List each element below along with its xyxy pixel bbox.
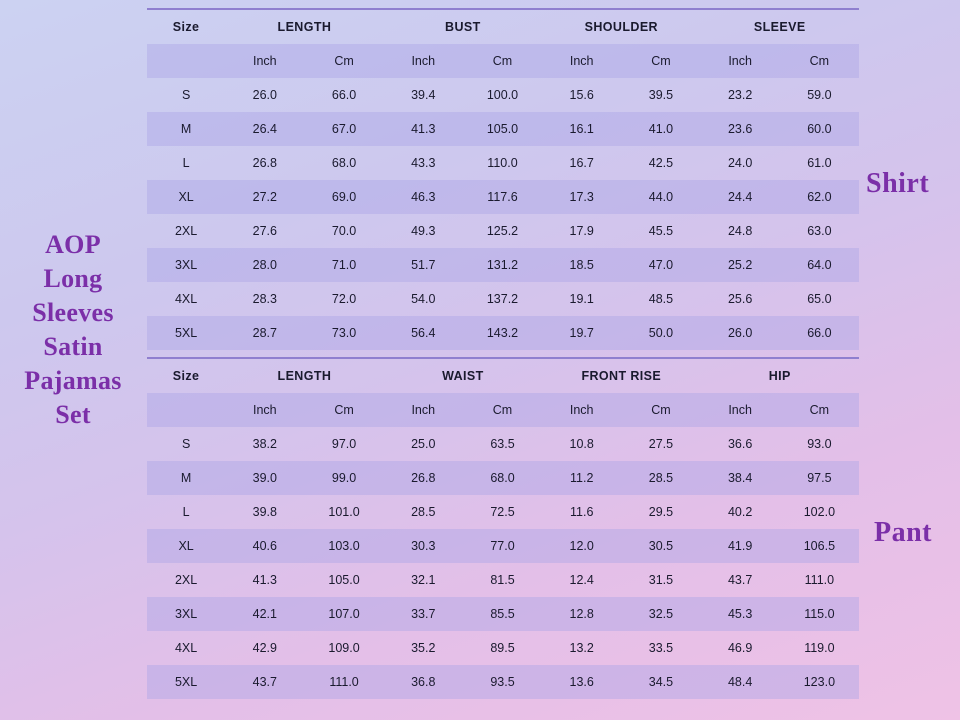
table-row (147, 563, 859, 597)
row-cell: 41.3 (252, 573, 277, 587)
row-cell: 12.4 (569, 573, 594, 587)
row-cell: 63.5 (490, 437, 515, 451)
row-cell: 13.6 (542, 665, 621, 699)
row-cell: 67.0 (304, 112, 383, 146)
row-cell: 46.9 (727, 641, 753, 655)
row-cell: 81.5 (490, 573, 515, 587)
row-size: 2XL (174, 573, 198, 587)
row-cell: 103.0 (304, 529, 383, 563)
row-cell: 26.4 (225, 112, 304, 146)
product-title-line: Pajamas (24, 366, 122, 395)
row-size: XL (147, 529, 225, 563)
row-cell: 123.0 (780, 665, 859, 699)
shirt-unit-blank (147, 44, 225, 78)
row-cell: 131.2 (463, 248, 542, 282)
row-cell: 24.0 (727, 156, 753, 170)
row-cell: 48.5 (648, 292, 674, 306)
row-size: 5XL (147, 665, 225, 699)
pant-group-front-rise: FRONT RISE (581, 369, 662, 383)
pant-unit-cell: Inch (542, 393, 621, 427)
row-cell: 23.2 (727, 88, 753, 102)
row-cell: 19.7 (542, 316, 621, 350)
shirt-unit-cell: Inch (542, 44, 621, 78)
row-size: M (147, 461, 225, 495)
table-row (147, 631, 859, 665)
row-cell: 70.0 (331, 224, 357, 238)
row-cell: 16.7 (569, 156, 594, 170)
pant-section-label: Pant (874, 517, 932, 548)
row-cell: 143.2 (463, 316, 542, 350)
row-cell: 25.6 (727, 292, 753, 306)
row-cell: 66.0 (331, 88, 357, 102)
row-size: L (182, 156, 190, 170)
shirt-unit-cell: Cm (780, 44, 859, 78)
shirt-size-header: Size (172, 20, 200, 34)
row-cell: 49.3 (411, 224, 436, 238)
pant-unit-cell: Cm (463, 393, 542, 427)
shirt-group-header-row (147, 10, 859, 44)
pant-unit-cell: Cm (780, 393, 859, 427)
row-cell: 41.9 (701, 529, 780, 563)
row-cell: 26.8 (252, 156, 277, 170)
row-cell: 27.5 (648, 437, 674, 451)
table-row (147, 78, 859, 112)
row-cell: 39.4 (411, 88, 436, 102)
row-cell: 38.4 (701, 461, 780, 495)
pant-unit-cell: Cm (621, 393, 700, 427)
row-cell: 119.0 (804, 641, 835, 655)
pant-unit-blank (147, 393, 225, 427)
shirt-group-length: LENGTH (277, 20, 332, 34)
pant-unit-cell: Cm (304, 393, 383, 427)
row-cell: 93.5 (463, 665, 542, 699)
row-cell: 111.0 (804, 573, 835, 587)
row-cell: 27.6 (252, 224, 277, 238)
row-cell: 26.8 (384, 461, 463, 495)
row-cell: 12.8 (542, 597, 621, 631)
row-cell: 32.1 (411, 573, 436, 587)
row-cell: 71.0 (304, 248, 383, 282)
shirt-group-shoulder: SHOULDER (584, 20, 658, 34)
row-cell: 62.0 (780, 180, 859, 214)
row-cell: 44.0 (621, 180, 700, 214)
pant-unit-row (147, 393, 859, 427)
shirt-unit-cell: Cm (304, 44, 383, 78)
row-cell: 137.2 (486, 292, 519, 306)
row-size: 3XL (147, 597, 225, 631)
table-row (147, 112, 859, 146)
row-cell: 125.2 (486, 224, 519, 238)
shirt-unit-cell: Inch (384, 44, 463, 78)
row-cell: 19.1 (569, 292, 594, 306)
shirt-unit-cell: Inch (225, 44, 304, 78)
row-cell: 24.4 (701, 180, 780, 214)
row-size: M (147, 112, 225, 146)
row-cell: 47.0 (621, 248, 700, 282)
shirt-group-sleeve: SLEEVE (753, 20, 806, 34)
row-cell: 68.0 (463, 461, 542, 495)
row-cell: 110.0 (487, 156, 518, 170)
row-cell: 54.0 (411, 292, 436, 306)
pant-size-table (147, 357, 859, 699)
pant-unit-cell: Inch (701, 393, 780, 427)
row-cell: 11.6 (570, 505, 594, 519)
table-row (147, 248, 859, 282)
product-title-line: Sleeves (32, 298, 114, 327)
row-cell: 59.0 (807, 88, 832, 102)
row-size: S (181, 437, 191, 451)
product-title-line: Long (43, 264, 103, 293)
product-title-line: Satin (43, 332, 103, 361)
row-size: XL (147, 180, 225, 214)
row-cell: 105.0 (328, 573, 360, 587)
row-cell: 24.8 (727, 224, 753, 238)
row-cell: 45.3 (701, 597, 780, 631)
row-size: L (182, 505, 190, 519)
row-cell: 41.0 (621, 112, 700, 146)
table-row (147, 282, 859, 316)
row-size: 5XL (147, 316, 225, 350)
row-cell: 32.5 (621, 597, 700, 631)
row-cell: 13.2 (569, 641, 594, 655)
row-cell: 39.0 (225, 461, 304, 495)
table-row (147, 146, 859, 180)
row-cell: 41.3 (384, 112, 463, 146)
row-cell: 42.1 (225, 597, 304, 631)
pant-unit-cell: Inch (225, 393, 304, 427)
row-cell: 31.5 (648, 573, 674, 587)
row-cell: 85.5 (463, 597, 542, 631)
shirt-unit-cell: Cm (621, 44, 700, 78)
shirt-unit-row (147, 44, 859, 78)
row-cell: 100.0 (486, 88, 519, 102)
row-cell: 77.0 (463, 529, 542, 563)
shirt-section-label: Shirt (866, 168, 930, 199)
row-cell: 38.2 (252, 437, 277, 451)
row-cell: 17.9 (569, 224, 594, 238)
shirt-size-table-wrapper (147, 8, 859, 350)
row-cell: 27.2 (225, 180, 304, 214)
row-cell: 65.0 (807, 292, 832, 306)
row-cell: 101.0 (328, 505, 360, 519)
row-cell: 28.7 (225, 316, 304, 350)
product-title-line: Set (55, 400, 91, 429)
row-cell: 33.7 (384, 597, 463, 631)
row-cell: 26.0 (701, 316, 780, 350)
row-cell: 28.5 (621, 461, 700, 495)
pant-size-header: Size (172, 369, 200, 383)
pant-unit-cell: Inch (384, 393, 463, 427)
row-cell: 43.7 (225, 665, 304, 699)
row-cell: 30.3 (384, 529, 463, 563)
row-cell: 11.2 (542, 461, 621, 495)
row-cell: 105.0 (463, 112, 542, 146)
row-cell: 23.6 (701, 112, 780, 146)
shirt-group-bust: BUST (445, 20, 481, 34)
row-cell: 66.0 (780, 316, 859, 350)
row-cell: 42.5 (648, 156, 674, 170)
table-row (147, 214, 859, 248)
shirt-unit-cell: Cm (463, 44, 542, 78)
table-row (147, 665, 859, 699)
table-row (147, 597, 859, 631)
row-cell: 46.3 (384, 180, 463, 214)
row-size: 4XL (174, 292, 198, 306)
table-row (147, 180, 859, 214)
row-cell: 72.5 (490, 505, 515, 519)
shirt-size-table (147, 8, 859, 350)
row-cell: 89.5 (490, 641, 515, 655)
row-cell: 69.0 (304, 180, 383, 214)
pant-group-header-row (147, 359, 859, 393)
row-cell: 36.6 (727, 437, 753, 451)
shirt-unit-cell: Inch (701, 44, 780, 78)
row-size: 4XL (174, 641, 198, 655)
row-cell: 40.2 (727, 505, 753, 519)
row-cell: 17.3 (542, 180, 621, 214)
row-cell: 43.7 (727, 573, 753, 587)
row-cell: 72.0 (331, 292, 357, 306)
row-cell: 117.6 (463, 180, 542, 214)
product-title (0, 228, 146, 432)
row-cell: 28.5 (411, 505, 436, 519)
row-cell: 30.5 (621, 529, 700, 563)
row-size: 2XL (174, 224, 198, 238)
row-cell: 25.0 (411, 437, 436, 451)
table-row (147, 529, 859, 563)
row-cell: 36.8 (384, 665, 463, 699)
row-cell: 39.8 (252, 505, 277, 519)
row-cell: 60.0 (780, 112, 859, 146)
row-size: 3XL (147, 248, 225, 282)
table-row (147, 461, 859, 495)
row-cell: 12.0 (542, 529, 621, 563)
row-cell: 68.0 (331, 156, 357, 170)
row-cell: 115.0 (780, 597, 859, 631)
table-row (147, 427, 859, 461)
row-cell: 43.3 (411, 156, 436, 170)
row-cell: 33.5 (648, 641, 674, 655)
table-row (147, 316, 859, 350)
row-cell: 15.6 (569, 88, 594, 102)
row-cell: 63.0 (807, 224, 832, 238)
row-cell: 35.2 (411, 641, 436, 655)
row-cell: 106.5 (780, 529, 859, 563)
row-cell: 29.5 (648, 505, 674, 519)
row-cell: 26.0 (252, 88, 277, 102)
row-cell: 109.0 (328, 641, 360, 655)
row-cell: 50.0 (621, 316, 700, 350)
row-cell: 18.5 (542, 248, 621, 282)
row-cell: 39.5 (648, 88, 674, 102)
row-cell: 64.0 (780, 248, 859, 282)
row-cell: 25.2 (701, 248, 780, 282)
row-cell: 56.4 (384, 316, 463, 350)
row-cell: 97.0 (331, 437, 357, 451)
row-cell: 42.9 (252, 641, 277, 655)
row-cell: 10.8 (569, 437, 594, 451)
row-cell: 16.1 (542, 112, 621, 146)
row-cell: 61.0 (807, 156, 832, 170)
row-cell: 107.0 (304, 597, 383, 631)
pant-group-waist: WAIST (442, 369, 484, 383)
table-row (147, 495, 859, 529)
row-cell: 51.7 (384, 248, 463, 282)
row-cell: 34.5 (621, 665, 700, 699)
row-cell: 97.5 (780, 461, 859, 495)
pant-group-hip: HIP (768, 369, 791, 383)
row-cell: 28.3 (252, 292, 277, 306)
row-cell: 40.6 (225, 529, 304, 563)
pant-group-length: LENGTH (277, 369, 332, 383)
row-cell: 28.0 (225, 248, 304, 282)
row-cell: 73.0 (304, 316, 383, 350)
row-cell: 111.0 (304, 665, 383, 699)
row-cell: 93.0 (807, 437, 832, 451)
row-cell: 102.0 (803, 505, 836, 519)
row-cell: 99.0 (304, 461, 383, 495)
row-size: S (181, 88, 191, 102)
row-cell: 48.4 (701, 665, 780, 699)
row-cell: 45.5 (648, 224, 674, 238)
product-title-line: AOP (45, 230, 101, 259)
pant-size-table-wrapper (147, 357, 859, 699)
